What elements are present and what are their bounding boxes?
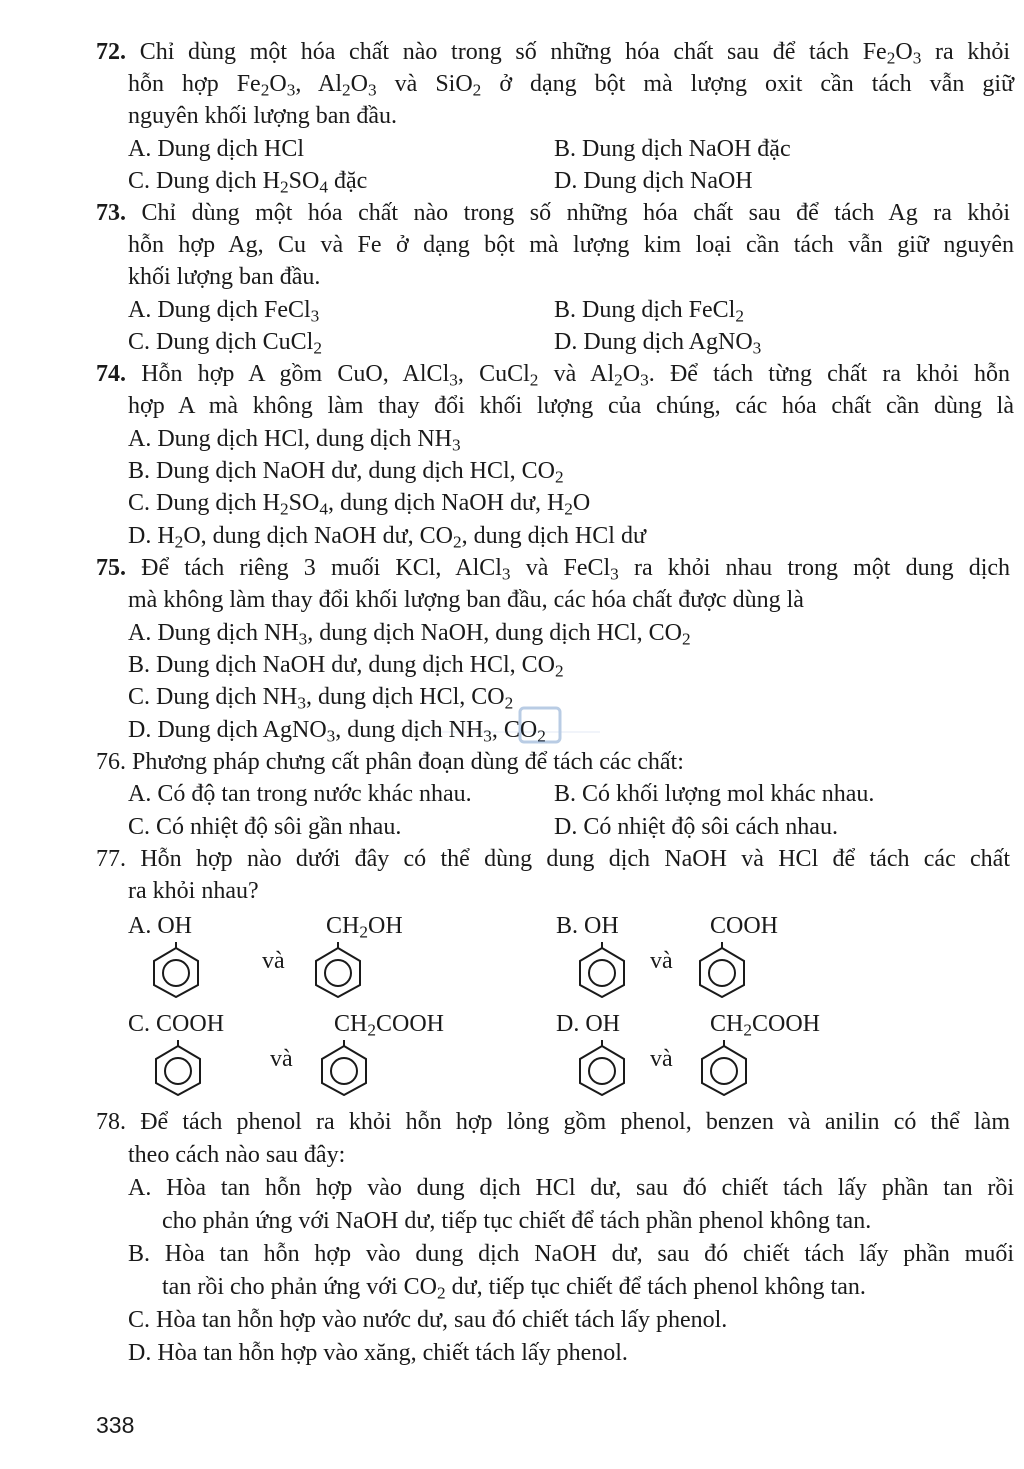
- q77-option-c-and: và: [270, 1046, 293, 1072]
- q74-line1: 74. Hỗn hợp A gồm CuO, AlCl$_3$, CuCl$_2$ và $Al_2O_3$. Để tách từng chất ra khỏi hỗn: [96, 361, 1011, 390]
- q74-line2: hợp A mà không làm thay đổi khối lượng của chúng, các hóa chất cần dùng là: [128, 393, 1014, 419]
- q76-option-d: D. Có nhiệt độ sôi cách nhau.: [554, 814, 838, 840]
- q75-line2: mà không làm thay đổi khối lượng ban đầu, các hóa chất được dùng là: [128, 587, 804, 613]
- q73-option-d: D. Dung dịch AgNO$_3$: [554, 329, 762, 358]
- q73-option-c: C. Dung dịch CuCl$_2$: [128, 329, 322, 358]
- q72-line3: nguyên khối lượng ban đầu.: [128, 103, 397, 129]
- q77-option-b-right-label: COOH: [710, 913, 779, 939]
- q75-number: 75.: [96, 555, 126, 581]
- q74-option-d: D. $H_2O$, dung dịch NaOH dư, $CO_2$, dung dịch HCl dư: [128, 523, 646, 552]
- q78-option-a-line1: A. Hòa tan hỗn hợp vào dung dịch HCl dư, sau đó chiết tách lấy phần tan rồi: [128, 1175, 1014, 1201]
- q75-line1: 75. Để tách riêng 3 muối KCl, AlCl$_3$ và FeCl$_3$ ra khỏi nhau trong một dung dịch: [96, 555, 1011, 584]
- q77-option-d-left-label: D. OH: [556, 1011, 621, 1037]
- q73-option-a: A. Dung dịch FeCl$_3$: [128, 297, 320, 326]
- q77-option-a-left-label: A. OH: [128, 913, 193, 939]
- q77-line2: ra khỏi nhau?: [128, 878, 259, 904]
- benzene-ring-icon: [576, 1040, 628, 1096]
- q74-option-a: A. Dung dịch HCl, dung dịch $NH_3$: [128, 426, 461, 455]
- q76-option-a: A. Có độ tan trong nước khác nhau.: [128, 781, 472, 807]
- q76-option-b: B. Có khối lượng mol khác nhau.: [554, 781, 875, 807]
- q73-line1: 73. Chỉ dùng một hóa chất nào trong số những hóa chất sau để tách Ag ra khỏi: [96, 200, 1011, 226]
- q72-option-d: D. Dung dịch NaOH: [554, 168, 753, 194]
- q75-option-d: D. Dung dịch AgNO$_3$, dung dịch $NH_3$, $CO_2$: [128, 717, 546, 746]
- q78-option-b-line1: B. Hòa tan hỗn hợp vào dung dịch NaOH dư, sau đó chiết tách lấy phần muối: [128, 1241, 1014, 1267]
- q75-option-c: C. Dung dịch $NH_3$, dung dịch HCl, $CO_2$: [128, 684, 514, 713]
- q78-option-b-line2: tan rồi cho phản ứng với $CO_2$ dư, tiếp tục chiết để tách phenol không tan.: [162, 1274, 866, 1303]
- benzene-ring-icon: [698, 1040, 750, 1096]
- benzene-ring-icon: [576, 942, 628, 998]
- q75-option-a: A. Dung dịch $NH_3$, dung dịch NaOH, dung dịch HCl, $CO_2$: [128, 620, 691, 649]
- q72-line1: 72. Chỉ dùng một hóa chất nào trong số những hóa chất sau để tách $Fe_2O_3$ ra khỏi: [96, 39, 1011, 68]
- benzene-ring-icon: [696, 942, 748, 998]
- q77-option-a-right-label: $CH_2OH$: [326, 913, 403, 942]
- q76-number: 76.: [96, 749, 126, 775]
- q77-option-d-and: và: [650, 1046, 673, 1072]
- page-number: 338: [96, 1412, 135, 1438]
- benzene-ring-icon: [152, 1040, 204, 1096]
- q78-option-a-line2: cho phản ứng với NaOH dư, tiếp tục chiết để tách phần phenol không tan.: [162, 1208, 872, 1234]
- q72-option-b: B. Dung dịch NaOH đặc: [554, 136, 791, 162]
- q78-option-d: D. Hòa tan hỗn hợp vào xăng, chiết tách lấy phenol.: [128, 1340, 628, 1366]
- q76-option-c: C. Có nhiệt độ sôi gần nhau.: [128, 814, 402, 840]
- q77-line1: 77. Hỗn hợp nào dưới đây có thể dùng dung dịch NaOH và HCl để tách các chất: [96, 846, 1011, 872]
- q77-option-d-right-label: $CH_2COOH$: [710, 1011, 820, 1040]
- q73-line3: khối lượng ban đầu.: [128, 264, 321, 290]
- q77-option-b-and: và: [650, 948, 673, 974]
- q78-line1: 78. Để tách phenol ra khỏi hỗn hợp lỏng gồm phenol, benzen và anilin có thể làm: [96, 1109, 1011, 1135]
- q78-number: 78.: [96, 1109, 126, 1135]
- q77-option-a-and: và: [262, 948, 285, 974]
- q74-option-b: B. Dung dịch NaOH dư, dung dịch HCl, $CO_2$: [128, 458, 564, 487]
- q74-number: 74.: [96, 361, 126, 387]
- q72-number: 72.: [96, 39, 126, 65]
- benzene-ring-icon: [150, 942, 202, 998]
- q72-option-c: C. Dung dịch $H_2SO_4$ đặc: [128, 168, 368, 197]
- benzene-ring-icon: [318, 1040, 370, 1096]
- q72-line2: hỗn hợp $Fe_2O_3$, $Al_2O_3$ và SiO$_2$ ở dạng bột mà lượng oxit cần tách vẫn giữ: [128, 71, 1015, 100]
- q78-option-c: C. Hòa tan hỗn hợp vào nước dư, sau đó chiết tách lấy phenol.: [128, 1307, 728, 1333]
- q73-line2: hỗn hợp Ag, Cu và Fe ở dạng bột mà lượng kim loại cần tách vẫn giữ nguyên: [128, 232, 1014, 258]
- q75-option-b: B. Dung dịch NaOH dư, dung dịch HCl, $CO_2$: [128, 652, 564, 681]
- q77-option-c-right-label: $CH_2COOH$: [334, 1011, 444, 1040]
- q77-option-b-left-label: B. OH: [556, 913, 619, 939]
- q72-option-a: A. Dung dịch HCl: [128, 136, 304, 162]
- q78-line2: theo cách nào sau đây:: [128, 1142, 346, 1168]
- benzene-ring-icon: [312, 942, 364, 998]
- q76-line1: 76. Phương pháp chưng cất phân đoạn dùng để tách các chất:: [96, 749, 684, 775]
- q74-option-c: C. Dung dịch $H_2SO_4$, dung dịch NaOH dư, $H_2O$: [128, 490, 591, 519]
- q73-option-b: B. Dung dịch FeCl$_2$: [554, 297, 744, 326]
- q77-option-c-left-label: C. COOH: [128, 1011, 225, 1037]
- q77-number: 77.: [96, 846, 126, 872]
- q73-number: 73.: [96, 200, 126, 226]
